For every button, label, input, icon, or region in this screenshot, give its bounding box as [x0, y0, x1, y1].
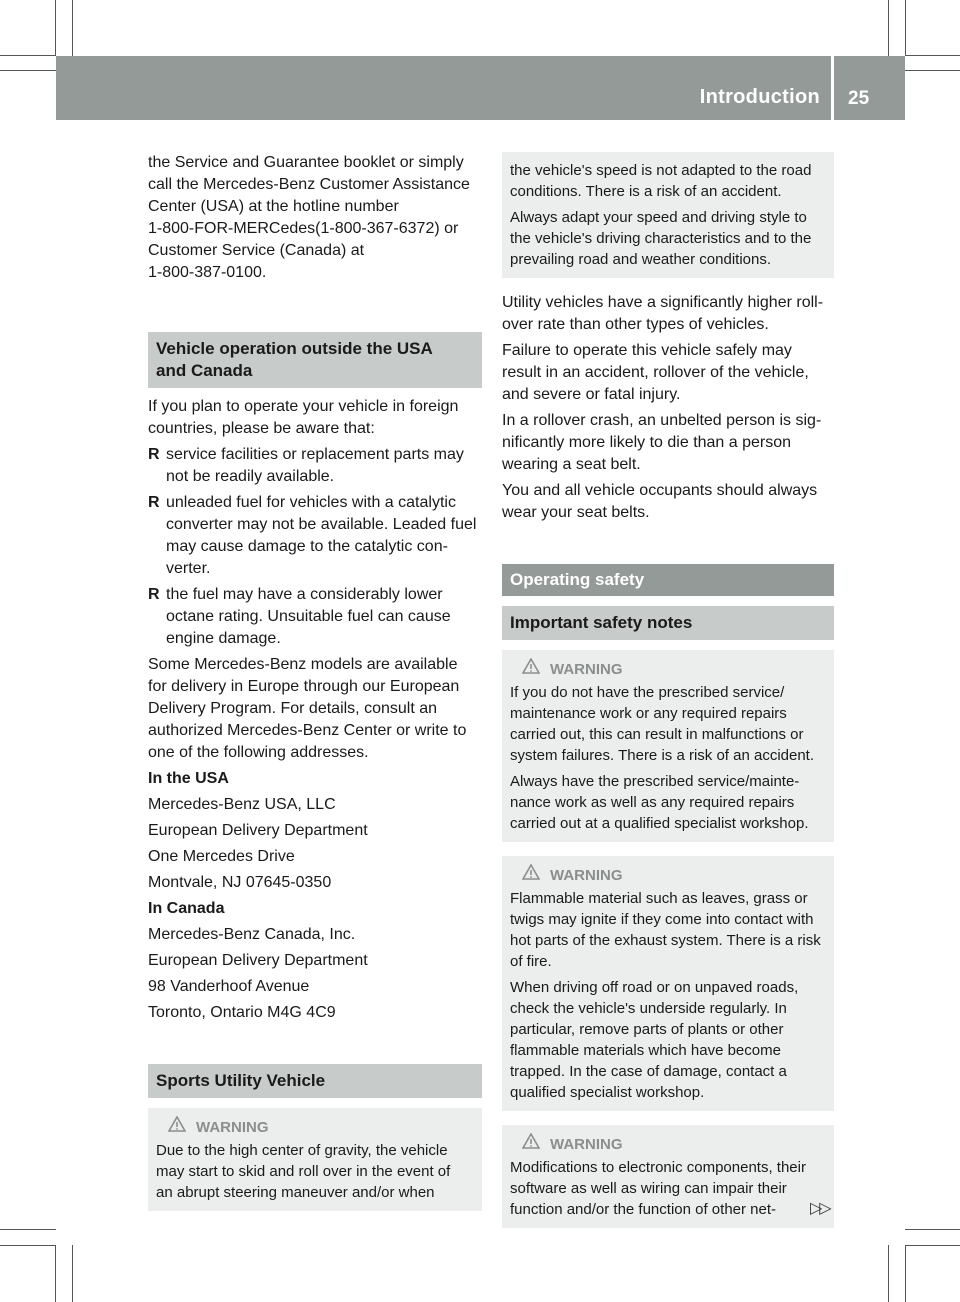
warning-heading: WARNING	[148, 1116, 474, 1138]
intro-paragraph: the Service and Guarantee booklet or simply call the Mercedes-Benz Customer Assistance Center (USA) at the hotline number 1-800-FOR-MERCedes(1-800-367-6372) or Customer Service (Canada) at 1-800-387-0100.	[148, 154, 470, 281]
warning-heading: WARNING	[502, 1133, 826, 1155]
crop-mark	[905, 1245, 960, 1246]
crop-mark	[72, 1245, 73, 1302]
chapter-title: Introduction	[699, 86, 820, 108]
continue-arrows-icon: ▷▷	[810, 1200, 829, 1217]
section-heading-vehicle-operation: Vehicle operation outside the USA and Canada	[148, 332, 482, 388]
warning-box-service: WARNING If you do not have the prescribed service/ maintenance work or any required repairs carried out, this can result in malfunctions or system failures. There is a risk of an accident. Always have the prescribed service/mainte- nance work as well as any required repairs carried out at a qualified specialist workshop.	[502, 650, 834, 842]
warning-box-flammable: WARNING Flammable material such as leaves, grass or twigs may ignite if they come into contact with hot parts of the exhaust system. There is a risk of fire. When driving off road or on unpaved roads, check the vehicle's underside regularly. In particular, remove parts of plants or other flammable materials which have become trapped. In the case of damage, contact a qualified specialist workshop.	[502, 856, 834, 1111]
crop-mark	[0, 1245, 56, 1246]
section-heading-operating-safety: Operating safety	[502, 564, 834, 596]
rollover-paragraph: Utility vehicles have a significantly higher roll- over rate than other types of vehicles.	[502, 294, 824, 333]
delivery-paragraph: Some Mercedes-Benz models are available for delivery in Europe through our European Delivery Program. For details, consult an authorized Mercedes-Benz Center or write to one of the following addresses.	[148, 656, 467, 761]
header-separator	[831, 56, 834, 120]
foreign-intro: If you plan to operate your vehicle in foreign countries, please be aware that:	[148, 398, 459, 437]
warning-triangle-icon	[522, 1133, 542, 1155]
address-line: European Delivery Department	[148, 822, 368, 839]
failure-paragraph: Failure to operate this vehicle safely may result in an accident, rollover of the vehicle, and severe or fatal injury.	[502, 342, 809, 403]
address-line: Montvale, NJ 07645-0350	[148, 874, 332, 891]
right-column	[502, 152, 834, 1228]
crop-mark	[905, 1245, 906, 1302]
list-item: R the fuel may have a considerably lower octane rating. Unsuitable fuel can cause engine damage.	[148, 584, 482, 650]
crop-mark	[905, 0, 906, 56]
list-item: R service facilities or replacement parts may not be readily available.	[148, 444, 482, 488]
address-line: Toronto, Ontario M4G 4C9	[148, 1004, 336, 1021]
page-number: 25	[848, 88, 870, 109]
bullet-symbol: R	[148, 446, 160, 463]
list-item: R unleaded fuel for vehicles with a catalytic converter may not be available. Leaded fuel may cause damage to the catalytic con- verter.	[148, 492, 482, 580]
seatbelt-paragraph: You and all vehicle occupants should always wear your seat belts.	[502, 482, 818, 521]
crop-mark	[0, 70, 56, 71]
crop-mark	[888, 1245, 889, 1302]
warning-box-electronics: WARNING Modifications to electronic components, their software as well as wiring can impair their function and/or the function of other net-	[502, 1125, 834, 1228]
crop-mark	[905, 1229, 960, 1230]
warning-heading: WARNING	[502, 658, 826, 680]
address-line: Mercedes-Benz Canada, Inc.	[148, 926, 356, 943]
address-line: Mercedes-Benz USA, LLC	[148, 796, 336, 813]
crop-mark	[72, 0, 73, 56]
crop-mark	[0, 1229, 56, 1230]
address-line: One Mercedes Drive	[148, 848, 295, 865]
warning-heading: WARNING	[502, 864, 826, 886]
crop-mark	[55, 0, 56, 56]
warning-box-suv: WARNING Due to the high center of gravity, the vehicle may start to skid and roll over in the event of an abrupt steering maneuver and/or when	[148, 1108, 482, 1211]
bullet-symbol: R	[148, 586, 160, 603]
warning-box-continued: the vehicle's speed is not adapted to the road conditions. There is a risk of an accident. Always adapt your speed and driving style to the vehicle's driving characteristics and to the prevailing road and weather conditions.	[502, 152, 834, 278]
usa-label: In the USA	[148, 770, 229, 787]
section-heading-safety-notes: Important safety notes	[502, 606, 834, 640]
section-heading-suv: Sports Utility Vehicle	[148, 1064, 482, 1098]
warning-triangle-icon	[522, 864, 542, 886]
crash-paragraph: In a rollover crash, an unbelted person is sig- nificantly more likely to die than a person wearing a seat belt.	[502, 412, 822, 473]
left-column	[148, 152, 482, 1211]
bullet-symbol: R	[148, 494, 160, 511]
crop-mark	[888, 0, 889, 56]
crop-mark	[55, 1245, 56, 1302]
address-line: 98 Vanderhoof Avenue	[148, 978, 310, 995]
warning-triangle-icon	[168, 1116, 188, 1138]
crop-mark	[0, 55, 56, 56]
crop-mark	[905, 55, 960, 56]
canada-label: In Canada	[148, 900, 225, 917]
warning-triangle-icon	[522, 658, 542, 680]
address-line: European Delivery Department	[148, 952, 368, 969]
crop-mark	[905, 70, 960, 71]
